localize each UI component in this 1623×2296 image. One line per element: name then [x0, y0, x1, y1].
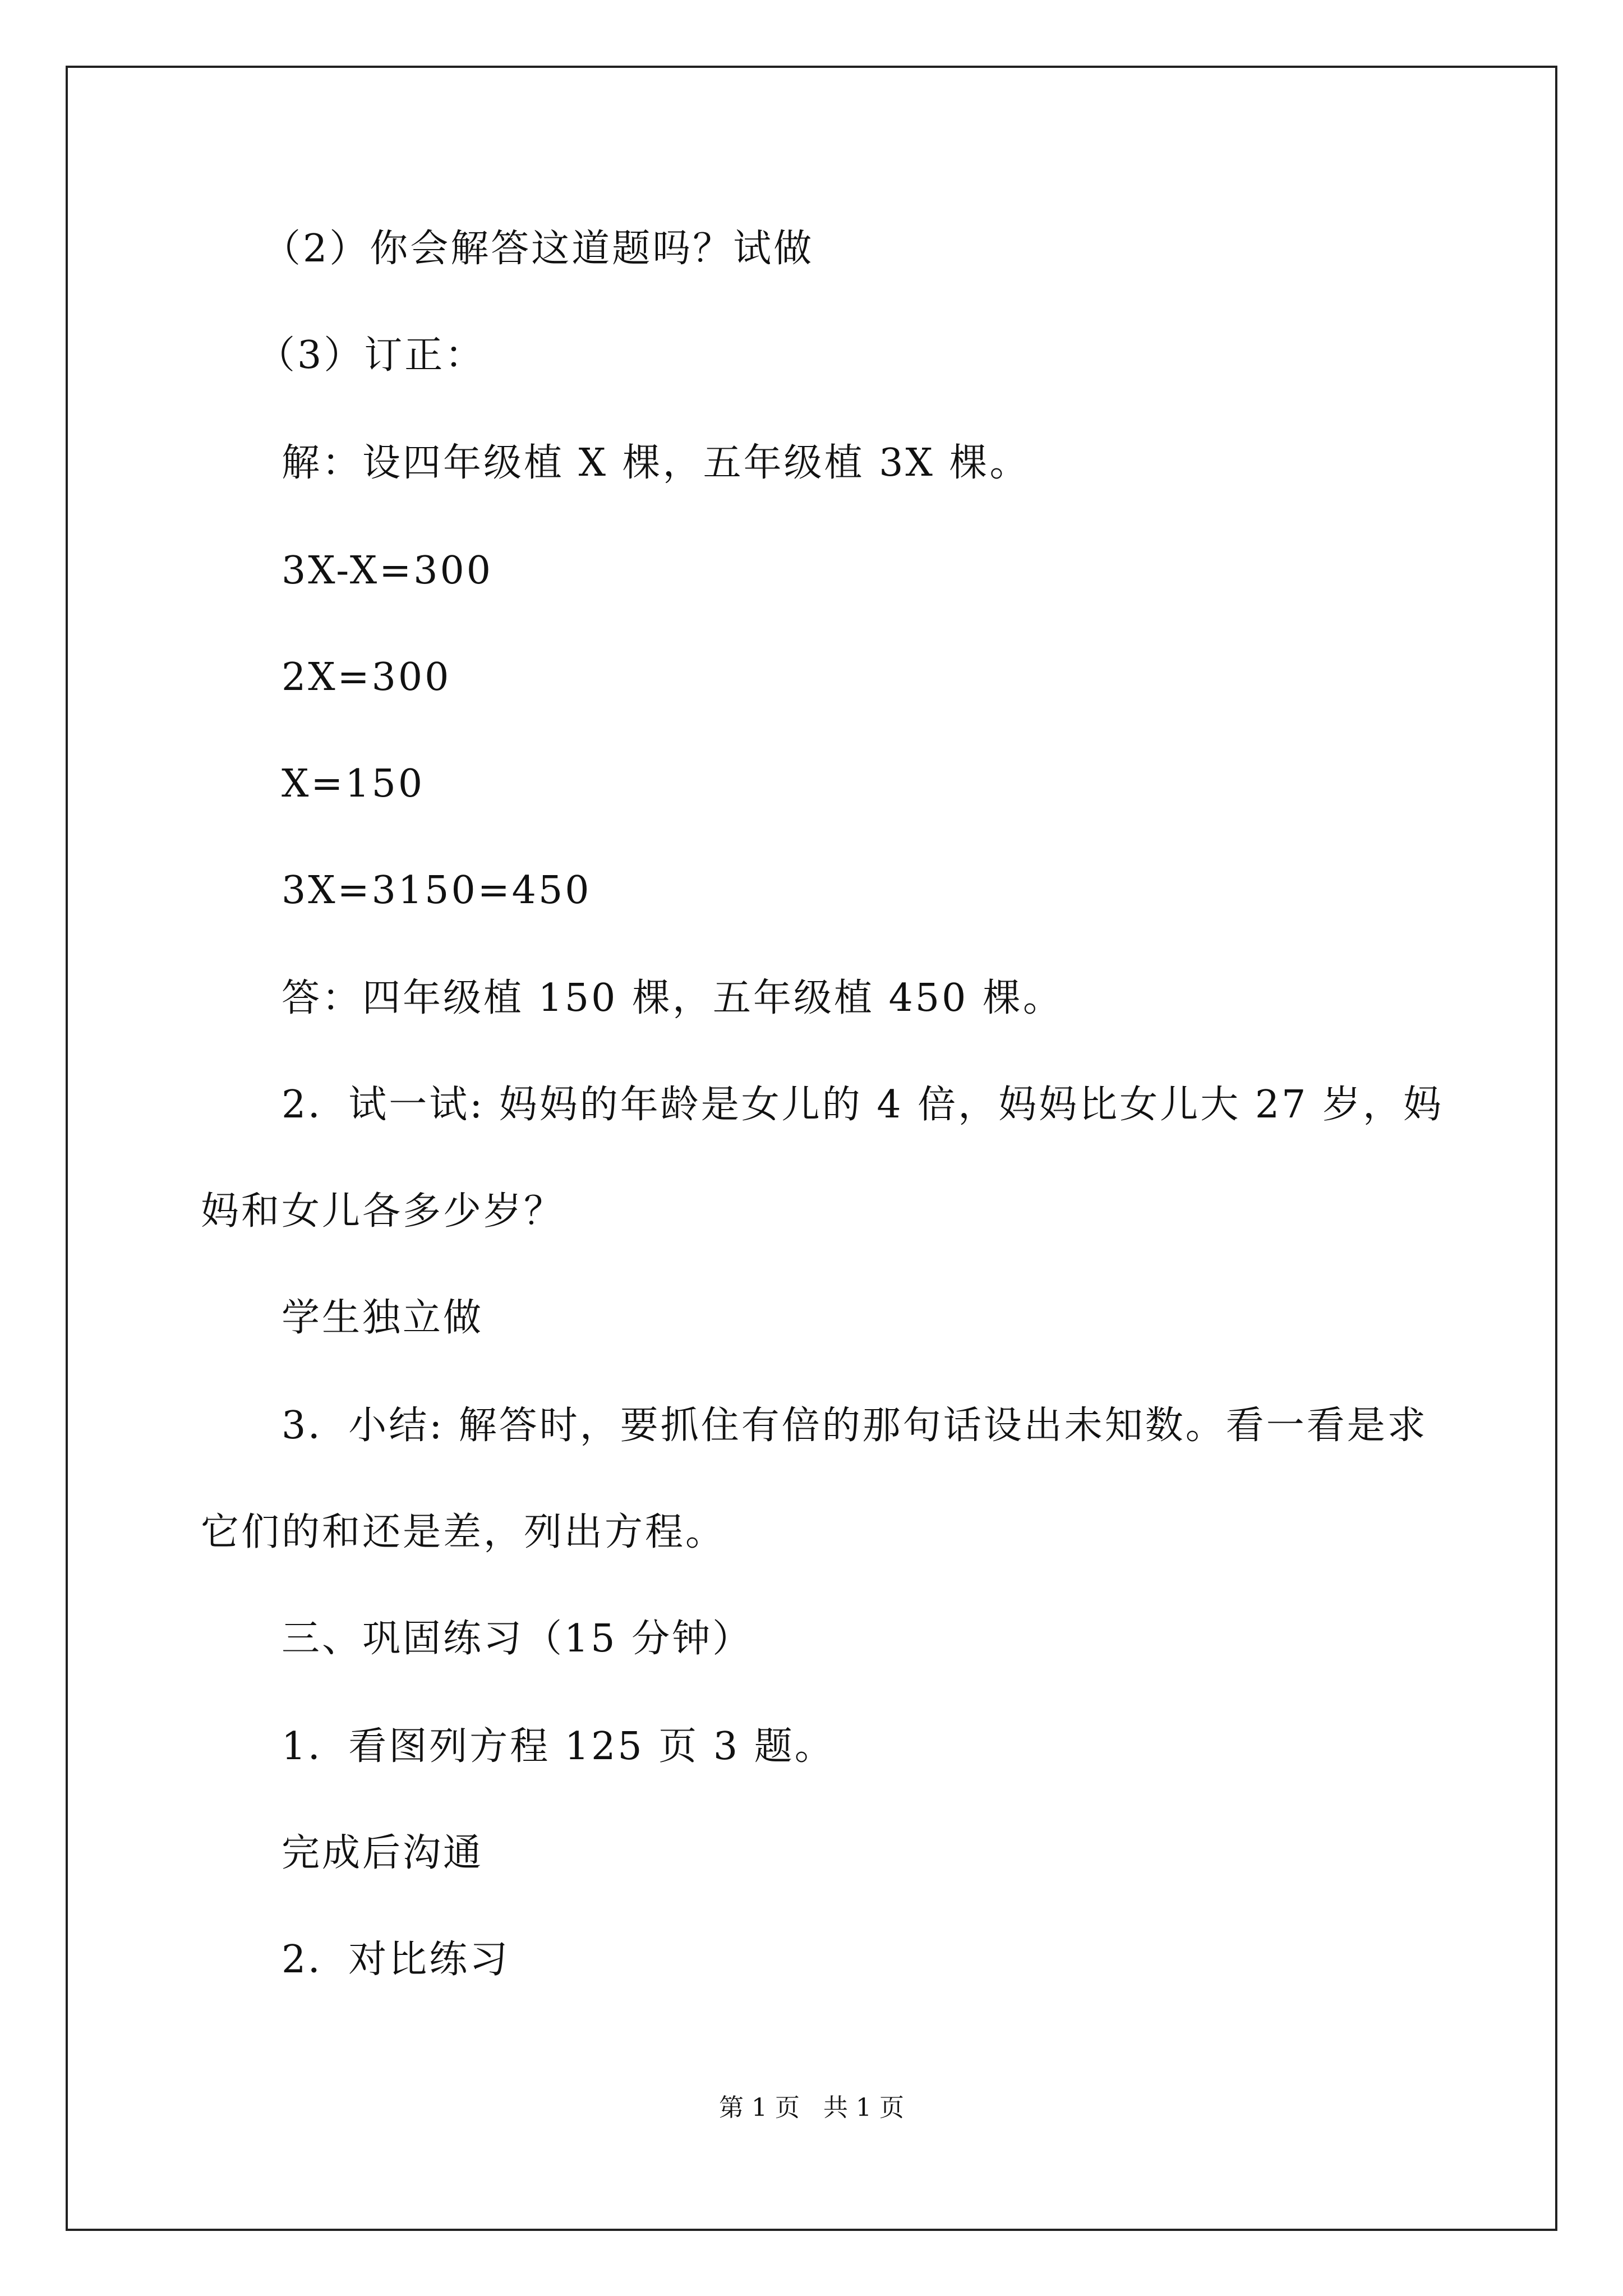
text-line-16: 完成后沟通: [282, 1831, 484, 1875]
text-line-13: 它们的和还是差，列出方程。: [201, 1510, 726, 1554]
text-line-10: 妈和女儿各多少岁？: [201, 1189, 565, 1234]
text-line-5: 2X=300: [282, 655, 451, 700]
page-border: [66, 66, 1557, 2231]
text-line-3: 解：设四年级植 X 棵，五年级植 3X 棵。: [282, 441, 1030, 485]
text-line-4: 3X-X=300: [282, 549, 493, 593]
page-number-footer: 第 1 页 共 1 页: [719, 2093, 904, 2122]
text-line-15: 1．看图列方程 125 页 3 题。: [282, 1724, 835, 1769]
text-line-17: 2．对比练习: [282, 1938, 510, 1982]
text-line-9: 2．试一试: 妈妈的年龄是女儿的 4 倍，妈妈比女儿大 27 岁，妈: [282, 1083, 1444, 1127]
text-line-6: X=150: [282, 762, 425, 806]
text-line-8: 答：四年级植 150 棵，五年级植 450 棵。: [282, 976, 1064, 1020]
text-line-2: （3）订正：: [257, 333, 486, 378]
text-line-12: 3．小结: 解答时，要抓住有倍的那句话设出未知数。看一看是求: [282, 1404, 1428, 1448]
text-line-1: （2）你会解答这道题吗？试做: [262, 227, 814, 271]
text-line-11: 学生独立做: [282, 1296, 484, 1340]
text-line-14: 三、巩固练习（15 分钟）: [282, 1617, 753, 1661]
text-line-7: 3X=3150=450: [282, 868, 592, 913]
